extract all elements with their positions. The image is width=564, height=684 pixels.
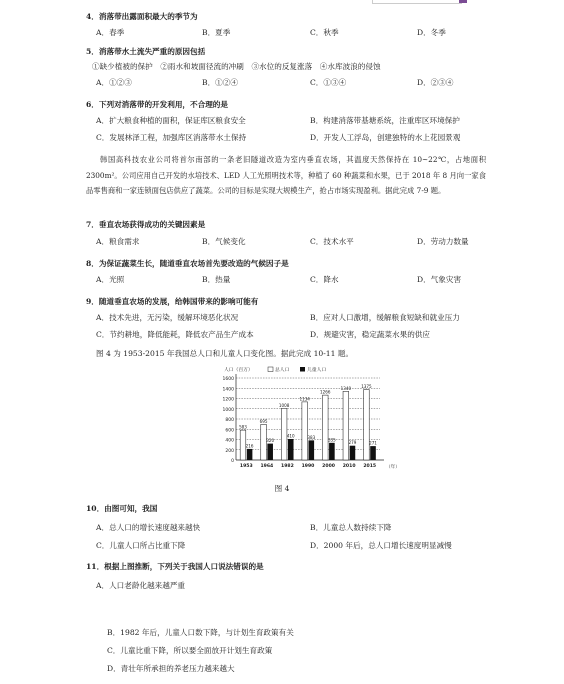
- y-tick-label: 400: [225, 438, 234, 444]
- question-10: 10．由图可知，我国: [86, 504, 158, 513]
- q4-option-b[interactable]: B．夏季: [202, 28, 231, 37]
- q5-option-b[interactable]: B．①②④: [202, 78, 238, 87]
- q7-option-d[interactable]: D．劳动力数量: [417, 237, 469, 246]
- data-label-children: 271: [369, 440, 377, 446]
- y-tick-label: 1400: [222, 387, 234, 393]
- q6-option-b[interactable]: B．构建消落带基塘系统，注重库区环境保护: [310, 116, 460, 125]
- y-tick-label: 600: [225, 428, 234, 434]
- q8-option-c[interactable]: C．降水: [310, 275, 339, 284]
- bar-children-1964: [267, 444, 273, 460]
- q6-option-c[interactable]: C．发展林泽工程，加强库区消落带水土保持: [96, 133, 247, 142]
- q9-option-c[interactable]: C．节约耕地，降低能耗，降低农产品生产成本: [96, 330, 254, 339]
- x-tick-label: 1982: [281, 464, 294, 469]
- data-label-children: 410: [286, 433, 295, 439]
- q9-option-d[interactable]: D．规避灾害，稳定蔬菜水果的供应: [310, 330, 430, 339]
- q8-option-a[interactable]: A．光照: [96, 275, 125, 284]
- legend-swatch-total: [268, 367, 273, 372]
- passage-7-9: 韩国高科技农业公司将首尔南部的一条老旧隧道改造为室内垂直农场，其温度天然保持在 10~22℃，占地面积 2300m²。公司应用自己开发的水培技术、LED 人工光照明技术等，种植了 60 种蔬菜和水果，已于 2018 年 8 月向一家食品零售商和一家连锁面包店供应了蔬菜。公司的目标是实现大规模生产，抢占市场实现盈利。据此完成 7-9 题。: [86, 155, 486, 195]
- question-5: 5．消落带水土流失严重的原因包括: [86, 47, 206, 56]
- data-label-total: 1266: [320, 389, 331, 395]
- data-label-children: 383: [307, 434, 316, 440]
- bar-children-2010: [350, 446, 356, 460]
- figure-caption: 图 4: [274, 484, 290, 493]
- bar-total-2000: [322, 395, 328, 460]
- q4-option-c[interactable]: C．秋季: [310, 28, 339, 37]
- q10-option-d[interactable]: D．2000 年后，总人口增长速度明显减慢: [310, 541, 452, 550]
- data-label-total: 1340: [340, 385, 352, 391]
- x-tick-label: 1964: [260, 464, 274, 469]
- data-label-children: 335: [327, 437, 336, 443]
- data-label-total: 583: [239, 424, 247, 430]
- legend-label-total: 总人口: [275, 368, 290, 373]
- x-tick-label: 2010: [342, 464, 356, 469]
- q11-option-d[interactable]: D．青壮年所承担的养老压力越来越大: [107, 664, 235, 673]
- y-tick-label: 200: [225, 448, 234, 454]
- y-tick-label: 1600: [222, 377, 234, 382]
- data-label-children: 320: [266, 438, 275, 444]
- q8-option-b[interactable]: B．热量: [202, 275, 231, 284]
- legend-swatch-children: [300, 367, 305, 372]
- question-6: 6．下列对消落带的开发利用，不合理的是: [86, 100, 228, 109]
- q4-option-d[interactable]: D．冬季: [417, 28, 446, 37]
- q7-option-c[interactable]: C．技术水平: [310, 237, 354, 246]
- q5-option-d[interactable]: D．②③④: [417, 78, 454, 87]
- legend-label-children: 儿童人口: [307, 368, 327, 373]
- q11-option-b[interactable]: B．1982 年后，儿童人口数下降，与计划生育政策有关: [107, 628, 294, 637]
- q10-option-c[interactable]: C．儿童人口所占比重下降: [96, 541, 186, 550]
- x-axis-label: （年）: [386, 465, 400, 470]
- question-4: 4．消落带出露面积最大的季节为: [86, 12, 198, 21]
- x-tick-label: 2000: [322, 464, 335, 469]
- q10-option-b[interactable]: B．儿童总人数持续下降: [310, 523, 392, 532]
- bar-total-2010: [343, 391, 349, 460]
- q7-option-b[interactable]: B．气候变化: [202, 237, 246, 246]
- q11-option-a[interactable]: A．人口老龄化越来越严重: [96, 581, 186, 590]
- x-tick-label: 1953: [239, 464, 253, 469]
- bar-children-2000: [329, 443, 335, 460]
- y-tick-label: 800: [225, 418, 234, 423]
- data-label-total: 695: [259, 418, 268, 424]
- bar-children-1990: [309, 440, 315, 460]
- y-tick-label: 0: [231, 459, 234, 464]
- y-tick-label: 1000: [222, 407, 234, 413]
- q5-statements: ①缺少植被的保护 ②雨水和坡面径流的冲刷 ③水位的反复涨落 ④水库波浪的侵蚀: [92, 62, 381, 71]
- population-chart-svg: [210, 364, 402, 482]
- q5-option-c[interactable]: C．①③④: [310, 78, 347, 87]
- q6-option-d[interactable]: D．开发人工浮岛，创建独特的水上花园景观: [310, 133, 461, 142]
- data-label-total: 1375: [361, 384, 372, 390]
- q8-option-d[interactable]: D．气象灾害: [417, 275, 462, 284]
- bar-total-2015: [364, 390, 370, 460]
- population-chart: [210, 364, 402, 482]
- question-7: 7．垂直农场获得成功的关键因素是: [86, 220, 206, 229]
- question-9: 9．随道垂直农场的发展，给韩国带来的影响可能有: [86, 297, 259, 306]
- q6-option-a[interactable]: A．扩大粮食种植的面积，保证库区粮食安全: [96, 116, 246, 125]
- question-11: 11．根据上图推断，下列关于我国人口说法错误的是: [86, 562, 264, 571]
- q5-option-a[interactable]: A．①②③: [96, 78, 132, 87]
- bar-children-2015: [370, 446, 376, 460]
- top-toolbar-strip: [372, 0, 462, 4]
- data-label-total: 1008: [278, 402, 290, 408]
- q7-option-a[interactable]: A．粮食需求: [96, 237, 140, 246]
- question-8: 8．为保证蔬菜生长，随道垂直农场首先要改造的气候因子是: [86, 259, 289, 268]
- q9-option-b[interactable]: B．应对人口激增，缓解粮食短缺和就业压力: [310, 313, 460, 322]
- q10-option-a[interactable]: A．总人口的增长速度越来越快: [96, 523, 201, 532]
- y-tick-label: 1200: [222, 397, 234, 403]
- data-label-total: 1134: [299, 396, 310, 402]
- y-axis-label: 人口（百万）: [224, 368, 253, 373]
- q11-option-c[interactable]: C．儿童比重下降，所以要全面放开计划生育政策: [107, 646, 273, 655]
- bar-children-1982: [288, 439, 294, 460]
- figure-intro: 图 4 为 1953-2015 年我国总人口和儿童人口变化图。据此完成 10-11 题。: [96, 349, 354, 358]
- data-label-children: 279: [348, 440, 357, 446]
- data-label-children: 216: [245, 443, 254, 449]
- x-tick-label: 2015: [363, 464, 377, 469]
- x-tick-label: 1990: [301, 464, 315, 469]
- q9-option-a[interactable]: A．技术先进，无污染，缓解环境恶化状况: [96, 313, 239, 322]
- bar-children-1953: [247, 449, 253, 460]
- toolbar-accent: [459, 0, 467, 3]
- bar-total-1990: [302, 402, 308, 460]
- q4-option-a[interactable]: A．春季: [96, 28, 125, 37]
